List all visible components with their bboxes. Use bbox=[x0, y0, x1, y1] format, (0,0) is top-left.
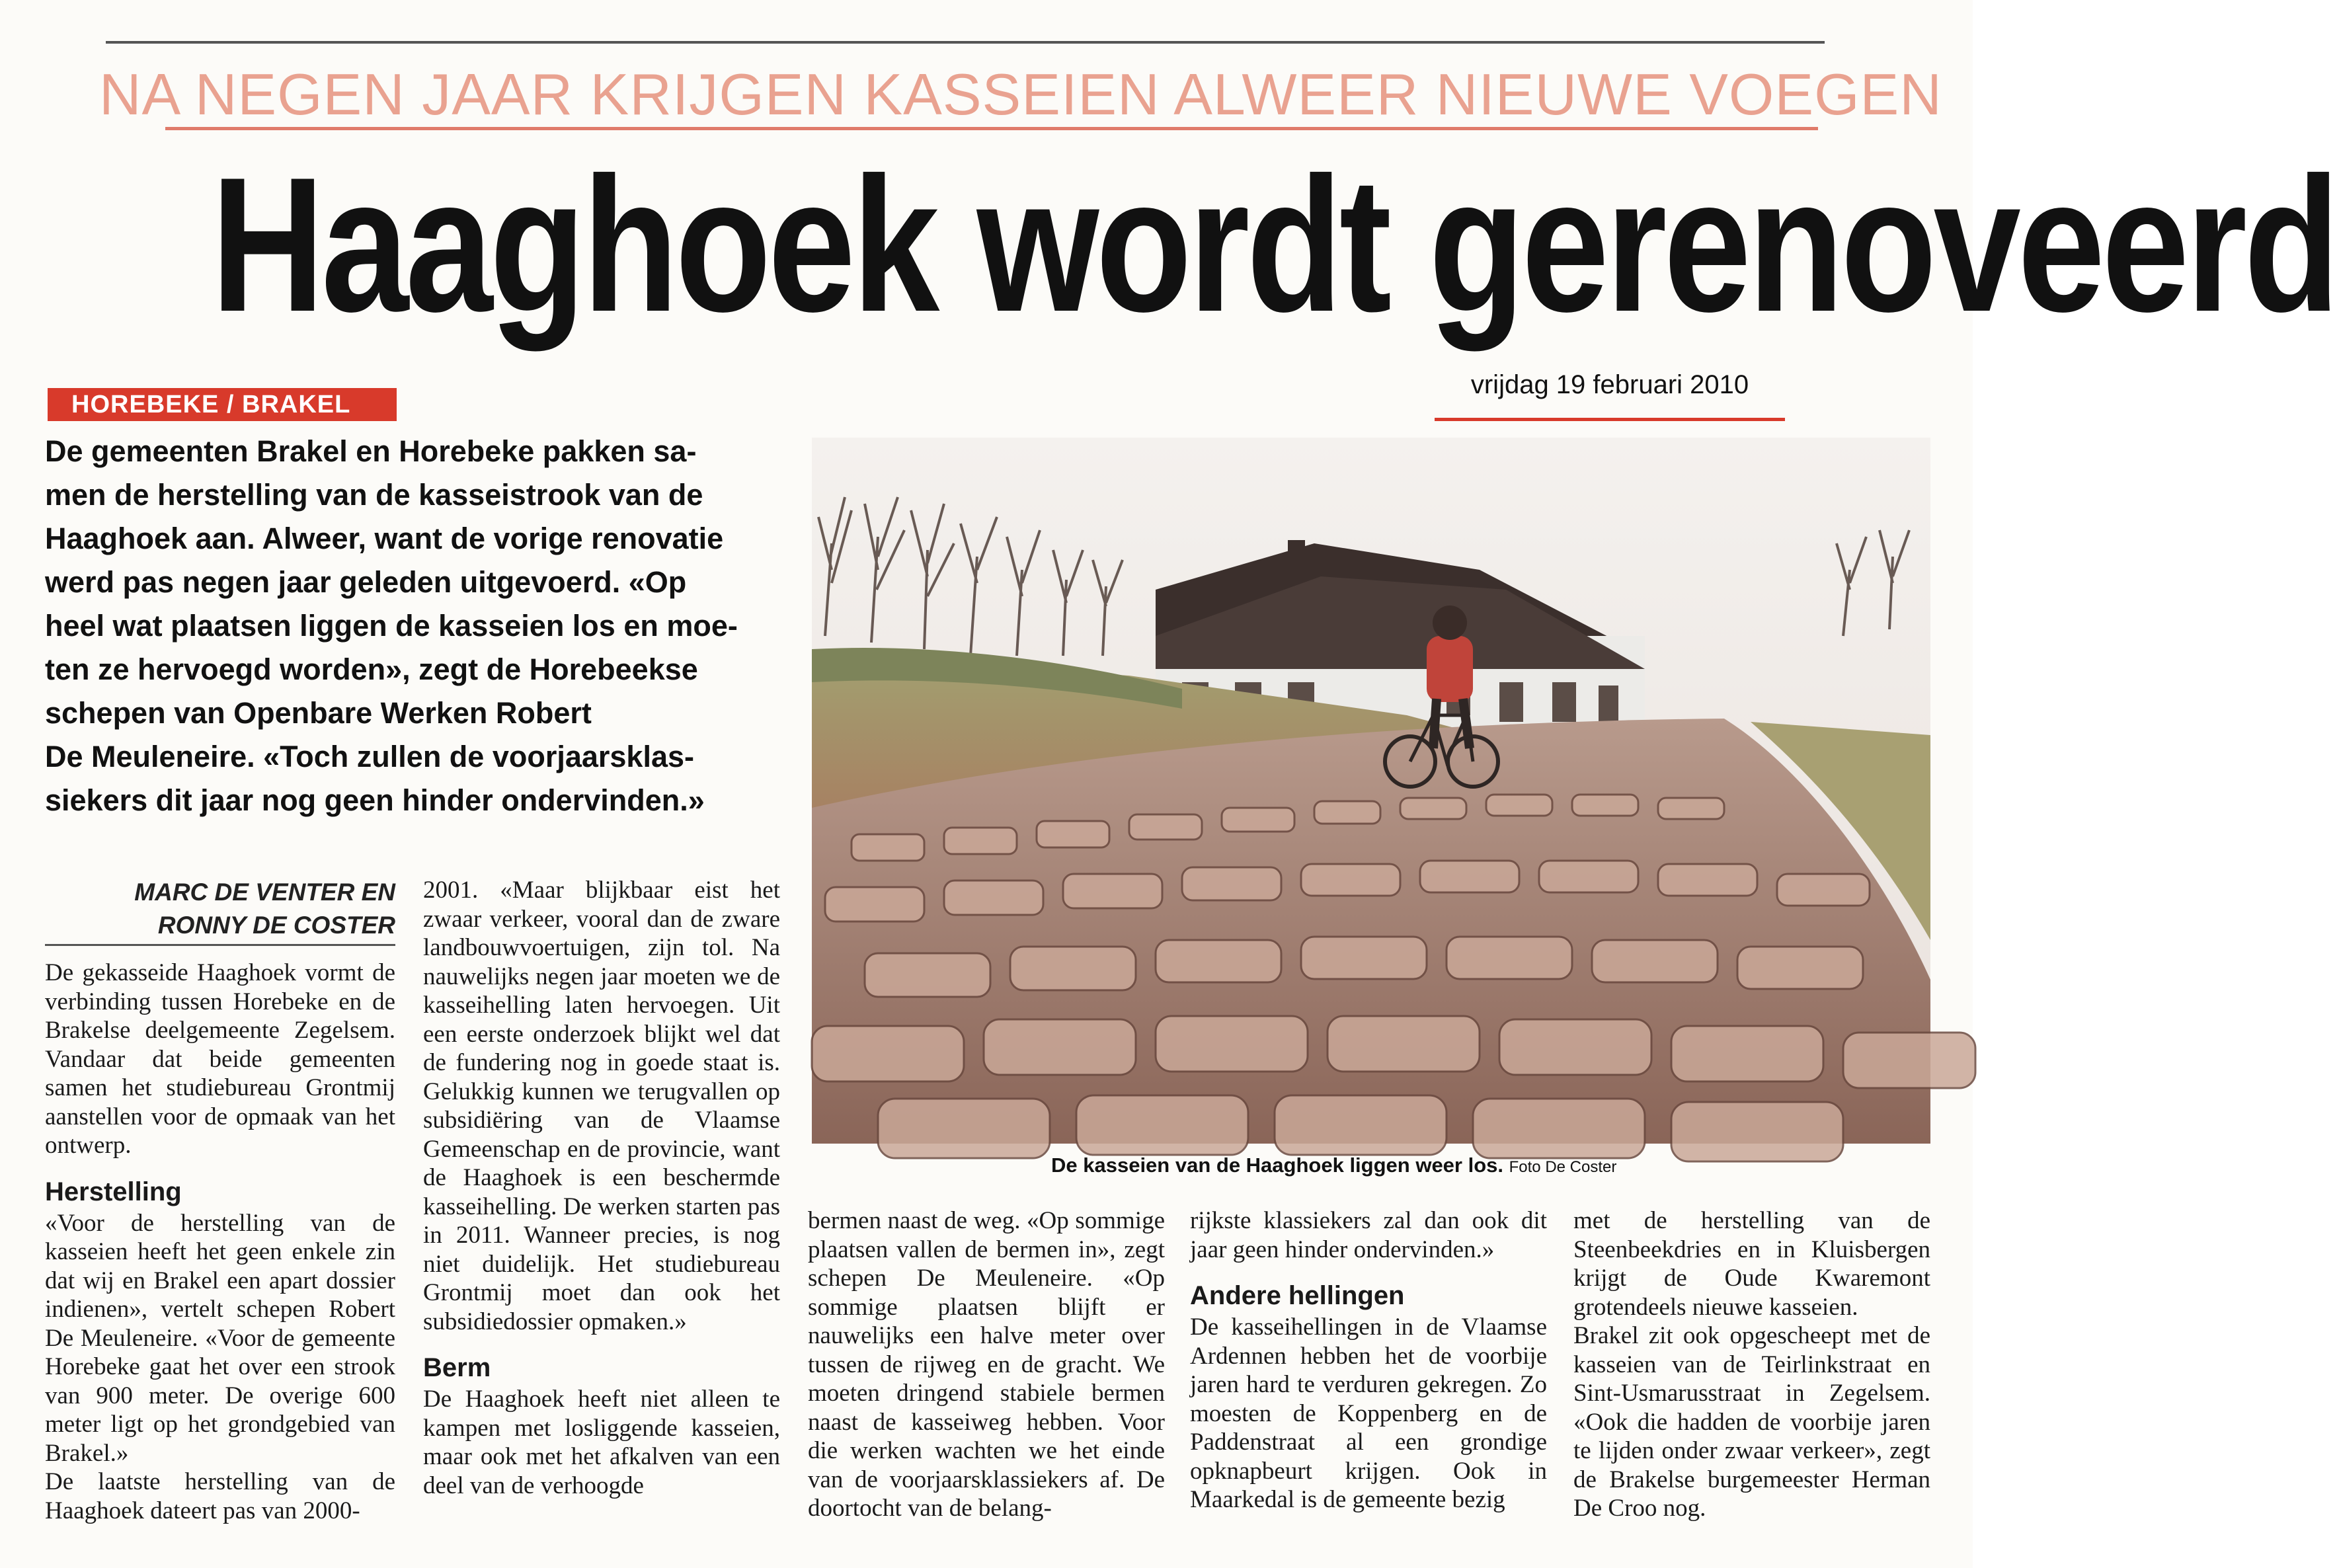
lead-line: siekers dit jaar nog geen hinder ondervinden.» bbox=[45, 783, 705, 817]
paragraph: 2001. «Maar blijkbaar eist het zwaar verkeer, vooral dan de zware landbouwvoertuigen, zijn tol. Na nauwelijks negen jaar moeten we de kasseihelling laten hervoegen. Uit een eerste onderzoek blijkt wel dat de fundering nog in goede staat is. Gelukkig kunnen we terugvallen op subsidiëring van de Vlaamse Gemeenschap en de provincie, want de Haaghoek is een beschermde kasseihelling. De werken starten pas in 2011. Wanneer precies, is nog niet duidelijk. Het studiebureau Grontmij moet dan ook het subsidiedossier opmaken.» bbox=[423, 877, 780, 1335]
paragraph: De Haaghoek heeft niet alleen te kampen met losliggende kasseien, maar ook met het afkalven van een deel van de verhoogde bbox=[423, 1386, 780, 1499]
lead-paragraph bbox=[45, 430, 818, 822]
byline-rule bbox=[45, 944, 395, 946]
byline-author: MARC DE VENTER EN bbox=[134, 879, 395, 906]
lead-line: Haaghoek aan. Alweer, want de vorige renovatie bbox=[45, 522, 724, 555]
kicker-rule bbox=[165, 127, 1818, 130]
top-rule bbox=[106, 41, 1825, 44]
byline bbox=[45, 876, 395, 942]
subheading-andere-hellingen: Andere hellingen bbox=[1190, 1281, 1405, 1310]
article-column-2 bbox=[423, 876, 780, 1500]
subheading-berm: Berm bbox=[423, 1353, 491, 1382]
photo-credit: Foto De Coster bbox=[1509, 1158, 1617, 1176]
lead-line: werd pas negen jaar geleden uitgevoerd. «Op bbox=[45, 565, 687, 599]
article-column-4 bbox=[1190, 1206, 1547, 1514]
caption-text: De kasseien van de Haaghoek liggen weer los. bbox=[1051, 1154, 1503, 1177]
lead-line: De Meuleneire. «Toch zullen de voorjaarsklas- bbox=[45, 740, 695, 773]
paragraph: De laatste herstelling van de Haaghoek dateert pas van 2000- bbox=[45, 1468, 395, 1524]
lead-line: schepen van Openbare Werken Robert bbox=[45, 696, 592, 730]
lead-line: men de herstelling van de kasseistrook van de bbox=[45, 478, 703, 512]
article-column-1 bbox=[45, 959, 395, 1525]
subheading-herstelling: Herstelling bbox=[45, 1177, 182, 1206]
kicker-headline: NA NEGEN JAAR KRIJGEN KASSEIEN ALWEER NIEUWE VOEGEN bbox=[99, 61, 1942, 127]
paragraph: «Voor de herstelling van de kasseien heeft het geen enkele zin dat wij en Brakel een apart dossier indienen», vertelt schepen Robert De Meuleneire. «Voor de gemeente Horebeke gaat het over een strook van 900 meter. De overige 600 meter ligt op het grondgebied van Brakel.» bbox=[45, 1209, 395, 1467]
article-column-3 bbox=[808, 1206, 1165, 1523]
paragraph: bermen naast de weg. «Op sommige plaatsen vallen de bermen in», zegt schepen De Meuleneire. «Op sommige plaatsen blijft er nauwelijks een halve meter over tussen de rijweg en de gracht. We moeten dringend stabiele bermen naast de kasseiweg hebben. Voor die werken wachten we het einde van de voorjaarsklassiekers af. De doortocht van de belang- bbox=[808, 1207, 1165, 1522]
cobblestone-photo bbox=[812, 438, 1930, 1144]
section-tag: HOREBEKE / BRAKEL bbox=[48, 388, 397, 421]
paragraph: De kasseihellingen in de Vlaamse Ardennen hebben het de voorbije jaren hard te verduren gekregen. Zo moesten de Koppenberg en de Paddenstraat al een grondige opknapbeurt krijgen. Ook in Maarkedal is de gemeente bezig bbox=[1190, 1313, 1547, 1513]
byline-author: RONNY DE COSTER bbox=[157, 912, 395, 939]
lead-line: De gemeenten Brakel en Horebeke pakken sa- bbox=[45, 434, 697, 468]
paragraph: rijkste klassiekers zal dan ook dit jaar geen hinder ondervinden.» bbox=[1190, 1207, 1547, 1263]
article-column-5 bbox=[1573, 1206, 1930, 1523]
publication-date: vrijdag 19 februari 2010 bbox=[1470, 370, 1749, 399]
paragraph: De gekasseide Haaghoek vormt de verbinding tussen Horebeke en de Brakelse deelgemeente Zegelsem. Vandaar dat beide gemeenten samen het studiebureau Grontmij aanstellen voor de opmaak van het ontwerp. bbox=[45, 959, 395, 1159]
paragraph: Brakel zit ook opgescheept met de kasseien van de Teirlinkstraat en Sint-Usmarusstraat in Zegelsem. «Ook die hadden de voorbije jaren te lijden onder zwaar verkeer», zegt de Brakelse burgemeester Herman De Croo nog. bbox=[1573, 1322, 1930, 1522]
lead-line: ten ze hervoegd worden», zegt de Horebeekse bbox=[45, 652, 698, 686]
lead-line: heel wat plaatsen liggen de kasseien los en moe- bbox=[45, 609, 738, 643]
date-rule bbox=[1435, 418, 1785, 421]
main-headline: Haaghoek wordt gerenoveerd bbox=[211, 137, 2337, 352]
paragraph: met de herstelling van de Steenbeekdries en in Kluisbergen krijgt de Oude Kwaremont grotendeels nieuwe kasseien. bbox=[1573, 1207, 1930, 1321]
photo-caption bbox=[1051, 1154, 1911, 1177]
